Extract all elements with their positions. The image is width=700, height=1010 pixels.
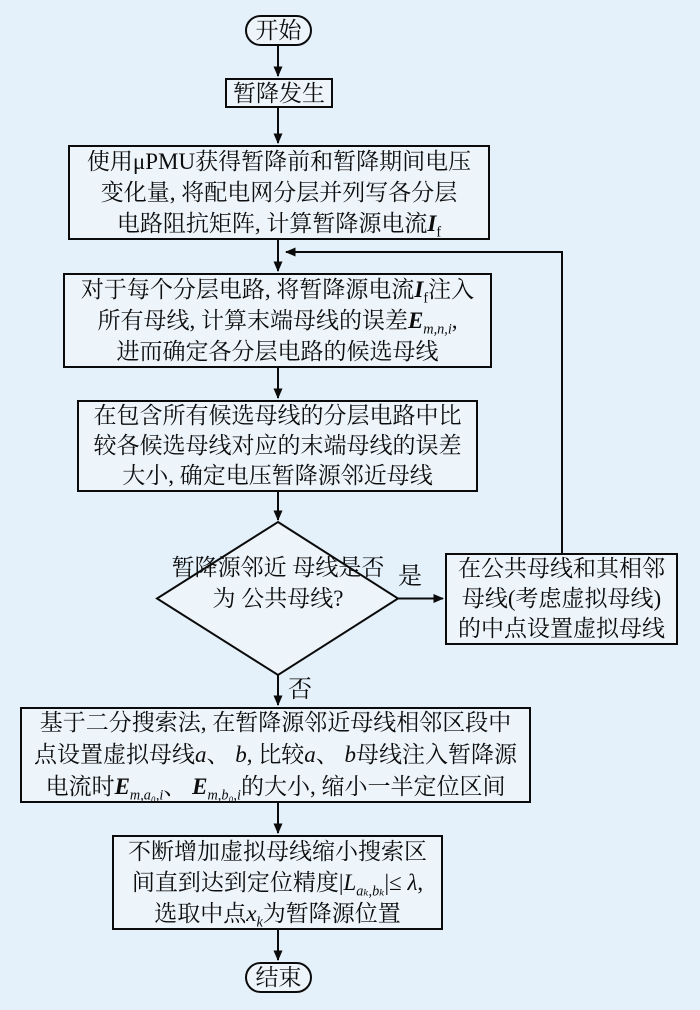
yes-label: 是	[398, 564, 422, 590]
inject-line2: 所有母线, 计算末端母线的误差$E_{m,n,i}$,	[97, 308, 458, 338]
compare-box	[77, 400, 478, 492]
virtual-bus-line2: 母线(考虑虚拟母线)	[461, 586, 662, 611]
measure-line1: 使用μPMU获得暂降前和暂降期间电压	[86, 149, 472, 174]
compare-line3: 大小, 确定电压暂降源邻近母线	[122, 463, 433, 488]
virtual-bus-box	[445, 553, 678, 645]
precision-box	[112, 835, 443, 930]
decision-line2: 母线是否为	[212, 555, 385, 611]
virtual-bus-line3: 的中点设置虚拟母线	[458, 616, 665, 641]
inject-line1: 对于每个分层电路, 将暂降源电流$I_f$注入	[80, 277, 475, 307]
precision-line2: 间直到达到定位精度$|L_{a_k,b_k}|\le \lambda$,	[131, 870, 424, 900]
no-label: 否	[288, 677, 312, 703]
measure-line3: 电路阻抗矩阵, 计算暂降源电流$I_f$	[116, 211, 442, 241]
sag-occurs-label: 暂降发生	[233, 80, 325, 106]
virtual-bus-line1: 在公共母线和其相邻	[458, 556, 665, 581]
inject-line3: 进而确定各分层电路的候选母线	[116, 339, 439, 364]
measure-box	[68, 145, 490, 240]
start-terminal	[245, 15, 312, 46]
decision-text	[168, 552, 388, 614]
decision-line1: 暂降源邻近	[171, 555, 287, 580]
precision-line1: 不断增加虚拟母线缩小搜索区	[128, 839, 427, 864]
decision-line3: 公共母线?	[241, 586, 344, 611]
compare-line1: 在包含所有候选母线的分层电路中比	[93, 403, 462, 428]
end-terminal	[245, 962, 312, 993]
binary-search-line3: 电流时$E_{m,a_0,i}$、 $E_{m,b_0,i}$的大小, 缩小一半定位区间	[45, 774, 506, 804]
binary-search-line2: 点设置虚拟母线a、 b, 比较a、 b母线注入暂降源	[34, 742, 517, 767]
measure-line2: 变化量, 将配电网分层并列写各分层	[100, 180, 458, 205]
end-label: 结束	[255, 965, 302, 990]
sag-occurs-box	[225, 78, 333, 108]
binary-search-line1: 基于二分搜索法, 在暂降源邻近母线相邻区段中	[39, 710, 512, 735]
binary-search-box	[20, 707, 531, 803]
compare-line2: 较各候选母线对应的末端母线的误差	[93, 433, 462, 458]
inject-box	[63, 273, 492, 368]
start-label: 开始	[255, 18, 302, 43]
precision-line3: 选取中点$x_k$为暂降源位置	[154, 901, 401, 931]
